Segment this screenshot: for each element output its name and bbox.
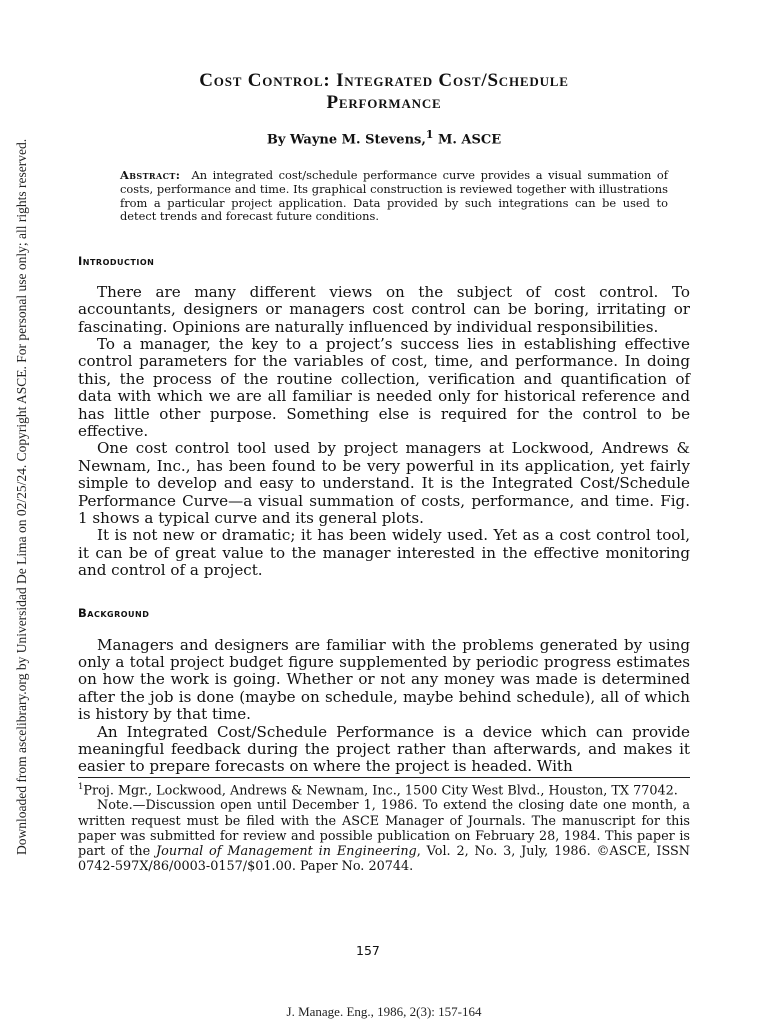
article-page xyxy=(78,70,690,874)
paragraph: There are many different views on the subject of cost control. To accountants, designers or managers cost control can be boring, irritating or fascinating. Opinions are naturally influenced by individual responsibilities. xyxy=(78,282,690,336)
author-footnote-mark: 1 xyxy=(425,128,434,141)
abstract-text: An integrated cost/schedule performance curve provides a visual summation of costs, performance and time. Its graphical construction is reviewed together with illustrations from a particular project application. Data provided by such integrations can be used to detect trends and forecast future conditions. xyxy=(120,168,668,224)
article-title xyxy=(78,70,690,114)
paragraph: It is not new or dramatic; it has been widely used. Yet as a cost control tool, it can be of great value to the manager interested in the effective monitoring and control of a project. xyxy=(78,526,690,580)
footnote-mark: 1 xyxy=(78,781,84,792)
introduction-body xyxy=(78,284,690,580)
download-notice: Downloaded from ascelibrary.org by Universidad De Lima on 02/25/24. Copyright ASCE. For personal use only; all rights reserved. xyxy=(14,138,29,855)
author-name: By Wayne M. Stevens, xyxy=(266,132,426,148)
page-number: 157 xyxy=(356,943,380,958)
journal-name: Journal of Management in Engineering xyxy=(156,843,417,859)
publication-note: Note.—Discussion open until December 1, 1986. To extend the closing date one month, a written request must be filed with the ASCE Manager of Journals. The manuscript for this paper was submitted for review and possible publication on February 28, 1984. This paper is part of the Journal of Management in Engineering, Vol. 2, No. 3, July, 1986. ©ASCE, ISSN 0742-597X/86/0003-0157/$01.00. Paper No. 20744. xyxy=(78,798,690,875)
footnotes xyxy=(78,777,690,874)
abstract xyxy=(120,169,668,223)
author-affiliation: M. ASCE xyxy=(433,132,502,148)
background-body xyxy=(78,637,690,776)
title-line-2: Performance xyxy=(326,92,442,113)
paragraph: Managers and designers are familiar with the problems generated by using only a total project budget figure supplemented by periodic progress estimates on how the work is going. Whether or not any money was made is determined after the job is done (maybe on schedule, maybe behind schedule), all of which is history by that time. xyxy=(78,635,690,724)
section-heading-background: Background xyxy=(78,605,150,620)
paragraph: One cost control tool used by project managers at Lockwood, Andrews & Newnam, Inc., has been found to be very powerful in its application, yet fairly simple to develop and easy to understand. It is the Integrated Cost/Schedule Performance Curve—a visual summation of costs, performance, and time. Fig. 1 shows a typical curve and its general plots. xyxy=(78,439,690,527)
footnote-1-text: Proj. Mgr., Lockwood, Andrews & Newnam, Inc., 1500 City West Blvd., Houston, TX 77042. xyxy=(83,783,678,799)
paragraph: To a manager, the key to a project’s success lies in establishing effective control parameters for the variables of cost, time, and performance. In doing this, the process of the routine collection, verification and quantification of data with which we are all familiar is needed only for historical reference and has little other purpose. Something else is required for the control to be effective. xyxy=(78,334,690,440)
title-line-1: Cost Control: Integrated Cost/Schedule xyxy=(199,70,569,91)
author-line xyxy=(78,128,690,147)
footnote-1 xyxy=(78,780,690,798)
citation-footer: J. Manage. Eng., 1986, 2(3): 157-164 xyxy=(286,1004,482,1019)
paragraph: An Integrated Cost/Schedule Performance is a device which can provide meaningful feedback during the project rather than afterwards, and makes it easier to prepare forecasts on where the project is headed. With xyxy=(78,722,690,776)
section-heading-introduction: Introduction xyxy=(78,253,155,268)
abstract-label: Abstract: xyxy=(120,168,181,183)
